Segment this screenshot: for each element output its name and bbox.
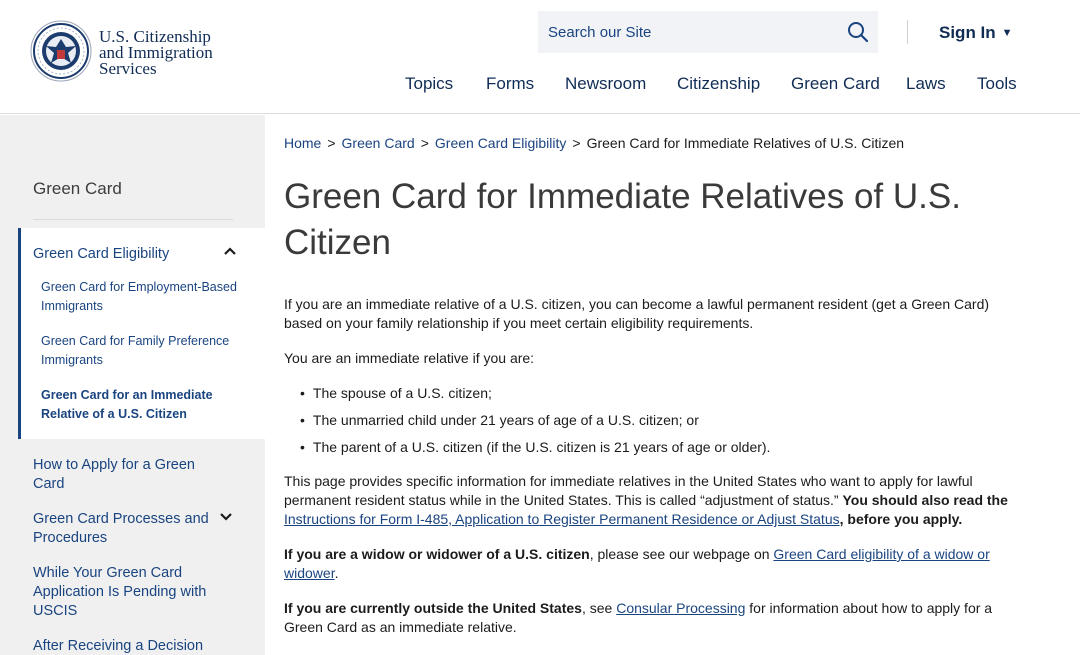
search-input[interactable] [538, 11, 828, 53]
list-item-text: The spouse of a U.S. citizen; [312, 385, 492, 401]
sidebar-item-processes[interactable]: Green Card Processes and Procedures [33, 511, 209, 546]
list-item [300, 411, 699, 430]
nav-tools[interactable]: Tools [977, 74, 1017, 93]
outside-us-bold-text: If you are currently outside the United States [284, 600, 582, 616]
sidebar-nav [0, 115, 265, 655]
breadcrumb-separator: > [420, 135, 429, 151]
sidebar-subitem-family-preference[interactable]: Green Card for Family Preference Immigrants [41, 334, 230, 367]
nav-newsroom[interactable]: Newsroom [565, 74, 647, 93]
breadcrumb-home[interactable]: Home [284, 135, 322, 151]
chevron-down-icon[interactable] [217, 508, 235, 526]
sidebar-item-after-decision[interactable]: After Receiving a Decision [33, 638, 204, 654]
sign-in-label: Sign In [939, 23, 996, 42]
breadcrumb [284, 135, 904, 151]
list-item-text: The unmarried child under 21 years of age of a U.S. citizen; or [312, 412, 699, 428]
agency-line-3: Services [99, 59, 157, 78]
site-header [0, 0, 1080, 114]
caret-down-icon: ▼ [1001, 27, 1013, 39]
nav-forms[interactable]: Forms [486, 74, 535, 93]
list-item-text: The parent of a U.S. citizen (if the U.S. citizen is 21 years of age or older). [312, 439, 771, 455]
outside-us-text-end: for information about how to apply for a Green Card as an immediate relative. [284, 600, 993, 635]
header-divider [907, 20, 908, 44]
adjustment-bold-text: You should also read the [842, 492, 1008, 508]
form-i485-instructions-link[interactable]: Instructions for Form I-485, Application to Register Permanent Residence or Adjust Status [284, 511, 840, 527]
widow-bold-text: If you are a widow or widower of a U.S. citizen [284, 546, 590, 562]
adjustment-bold-text-end: before you apply. [847, 511, 963, 527]
sidebar-title: Green Card [33, 179, 122, 198]
breadcrumb-separator: > [327, 135, 336, 151]
widow-eligibility-link[interactable]: Green Card eligibility of a widow or widower [284, 546, 990, 581]
nav-citizenship[interactable]: Citizenship [677, 74, 761, 93]
chevron-up-icon[interactable] [221, 242, 239, 260]
agency-name[interactable] [99, 29, 213, 77]
nav-topics[interactable]: Topics [405, 74, 454, 93]
agency-line-1: U.S. Citizenship [99, 27, 211, 46]
breadcrumb-eligibility[interactable]: Green Card Eligibility [434, 135, 567, 151]
sign-in-button[interactable] [939, 23, 1013, 43]
breadcrumb-current: Green Card for Immediate Relatives of U.S. Citizen [586, 135, 905, 151]
sidebar-section-eligibility [18, 228, 265, 439]
nav-laws[interactable]: Laws [906, 74, 946, 93]
adjustment-paragraph: This page provides specific information for immediate relatives in the United States who want to apply for lawful permanent resident status while in the United States. This is called “adjustment of status.” You should also read the Instructions for Form I-485, Application to Register Permanent Residence or Adjust Status, before you apply. [284, 473, 1008, 527]
widow-text: , please see our webpage on [589, 546, 770, 562]
lead-paragraph: You are an immediate relative if you are: [284, 350, 535, 366]
nav-green-card[interactable]: Green Card [791, 74, 880, 93]
page-title: Green Card for Immediate Relatives of U.S. Citizen [284, 177, 961, 262]
sidebar-item-application-pending[interactable]: While Your Green Card Application Is Pending with USCIS [33, 565, 207, 619]
adjustment-text: This page provides specific information for immediate relatives in the United States who want to apply for lawful permanent resident status while in the United States. This is called “adjustment of status.” [284, 473, 973, 508]
dhs-seal-logo[interactable] [30, 20, 92, 82]
breadcrumb-green-card[interactable]: Green Card [341, 135, 415, 151]
sidebar-title-divider [33, 219, 233, 220]
search-box [538, 11, 878, 53]
consular-processing-link[interactable]: Consular Processing [616, 600, 746, 616]
search-icon[interactable] [846, 20, 870, 44]
sidebar-subitem-employment[interactable]: Green Card for Employment-Based Immigrants [41, 280, 237, 313]
outside-us-text: , see [581, 600, 613, 616]
list-item [300, 438, 770, 457]
outside-us-paragraph [284, 599, 1024, 637]
agency-line-2: and Immigration [99, 43, 213, 62]
sidebar-item-how-to-apply[interactable]: How to Apply for a Green Card [33, 457, 195, 492]
breadcrumb-separator: > [572, 135, 581, 151]
intro-paragraph: If you are an immediate relative of a U.S. citizen, you can become a lawful permanent resident (get a Green Card) based on your family relationship if you meet certain eligibility requirements. [284, 296, 990, 331]
sidebar-item-eligibility[interactable]: Green Card Eligibility [33, 246, 170, 262]
list-item [300, 384, 492, 403]
widow-paragraph: If you are a widow or widower of a U.S. citizen, please see our webpage on Green Card eligibility of a widow or widower. [284, 546, 990, 581]
sidebar-subitem-immediate-relative[interactable]: Green Card for an Immediate Relative of a U.S. Citizen [41, 388, 213, 421]
top-navigation [0, 74, 1080, 96]
